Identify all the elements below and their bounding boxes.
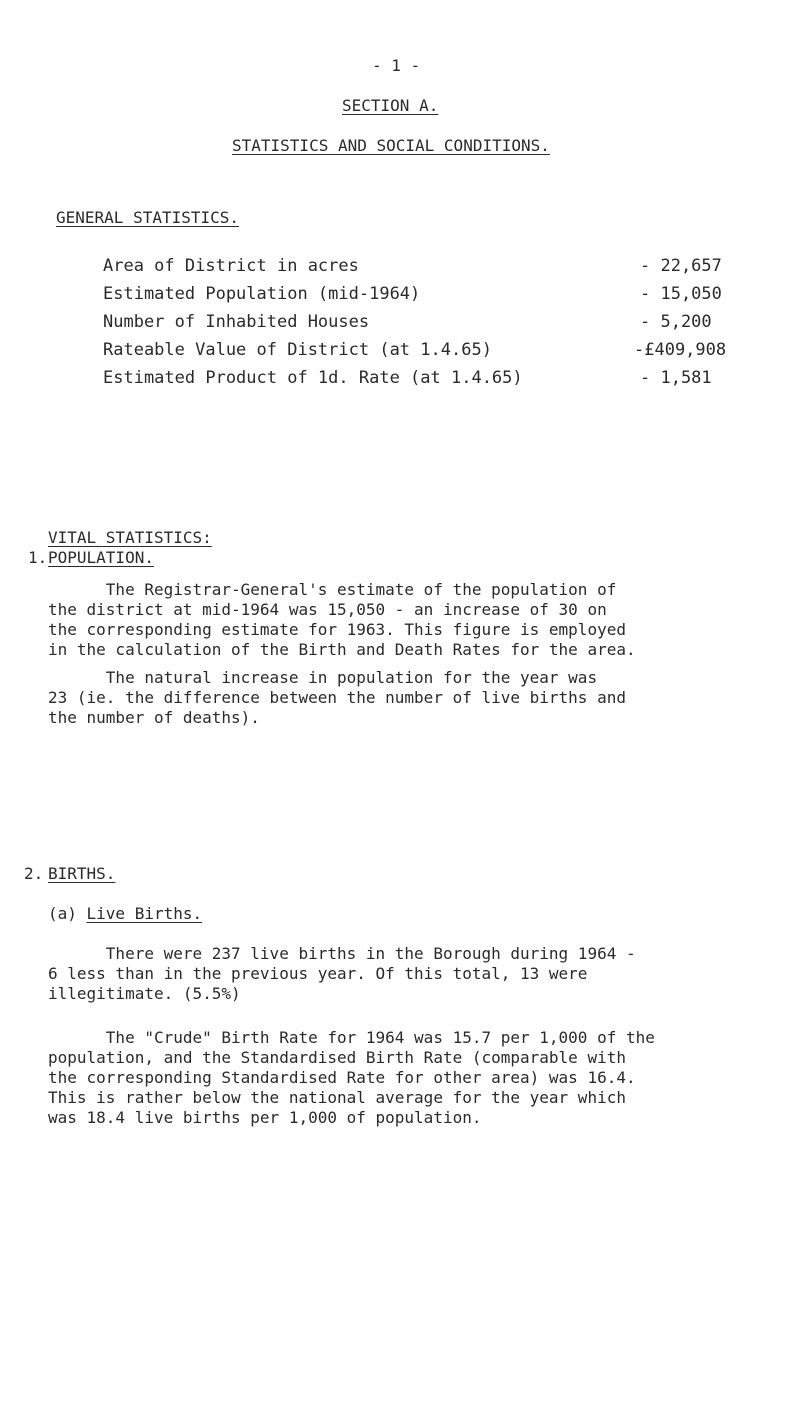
general-statistics-heading: GENERAL STATISTICS.	[56, 208, 240, 227]
births-heading: BIRTHS.	[48, 864, 116, 883]
stat-value-houses: - 5,200	[640, 312, 712, 332]
stat-label-rateable-value: Rateable Value of District (at 1.4.65)	[103, 340, 492, 360]
page-number: - 1 -	[372, 56, 421, 75]
live-births-paragraph-1: There were 237 live births in the Borough during 1964 - 6 less than in the previous year. Of this total, 13 were illegitimate. (5.5%)	[48, 944, 636, 1003]
population-number: 1.	[28, 548, 48, 567]
live-births-paragraph-2: The "Crude" Birth Rate for 1964 was 15.7 per 1,000 of the population, and the Standardised Birth Rate (comparable with the corresponding Standardised Rate for other area) was 16.4. This is rather below the national average for the year which was 18.4 live births per 1,000 of population.	[48, 1028, 655, 1127]
vital-statistics-heading: VITAL STATISTICS:	[48, 528, 212, 547]
stat-label-houses: Number of Inhabited Houses	[103, 312, 370, 332]
live-births-subheading	[48, 904, 202, 923]
live-births-prefix: (a)	[48, 904, 87, 923]
population-paragraph-2: The natural increase in population for the year was 23 (ie. the difference between the number of live births and the number of deaths).	[48, 668, 626, 727]
stat-value-area: - 22,657	[640, 256, 722, 276]
stat-label-population: Estimated Population (mid-1964)	[103, 284, 421, 304]
population-heading: POPULATION.	[48, 548, 154, 567]
section-title: STATISTICS AND SOCIAL CONDITIONS.	[232, 136, 550, 155]
stat-value-population: - 15,050	[640, 284, 722, 304]
stat-value-rateable-value: -£409,908	[634, 340, 727, 360]
stat-value-product-rate: - 1,581	[640, 368, 712, 388]
births-number: 2.	[24, 864, 44, 883]
stat-label-product-rate: Estimated Product of 1d. Rate (at 1.4.65)	[103, 368, 523, 388]
live-births-title: Live Births.	[86, 904, 203, 923]
section-label: SECTION A.	[342, 96, 439, 115]
stat-label-area: Area of District in acres	[103, 256, 359, 276]
population-paragraph-1: The Registrar-General's estimate of the population of the district at mid-1964 was 15,050 - an increase of 30 on the corresponding estimate for 1963. This figure is employed in the calculation of the Birth and Death Rates for the area.	[48, 580, 636, 659]
